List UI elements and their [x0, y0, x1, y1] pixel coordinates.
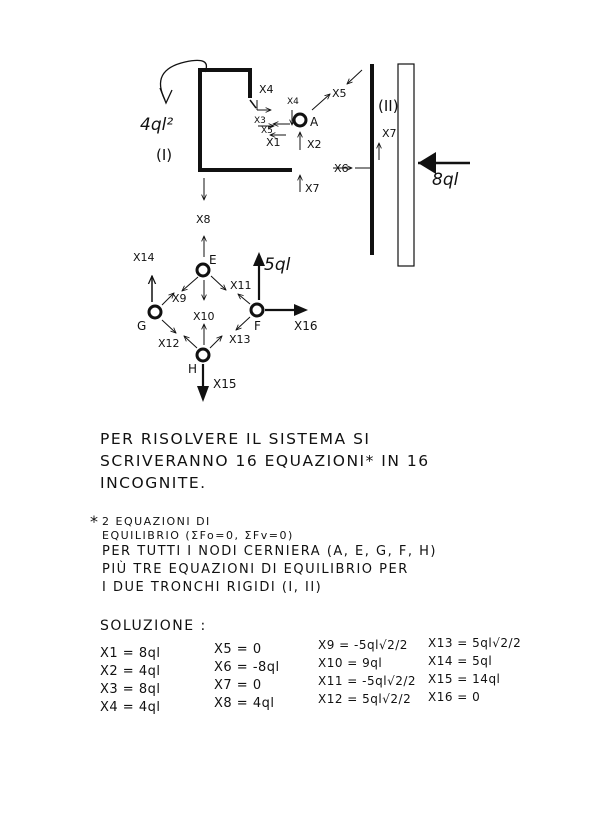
solution-item: X5 = 0: [214, 642, 262, 657]
footnote-star: *: [90, 512, 100, 531]
solution-item: X1 = 8ql: [100, 646, 161, 661]
trunk-II-label: (II): [378, 97, 399, 115]
unknown-label: X10: [193, 310, 215, 323]
solution-item: X8 = 4ql: [214, 696, 275, 711]
solution-item: X4 = 4ql: [100, 700, 161, 715]
solution-item: X15 = 14ql: [428, 672, 501, 686]
trunk-I-label: (I): [156, 146, 173, 164]
footnote-line: EQUILIBRIO (ΣFo=0, ΣFv=0): [102, 529, 294, 542]
solution-title: SOLUZIONE :: [100, 618, 207, 634]
force-x15-label: X15: [213, 377, 237, 391]
solution-item: X11 = -5ql√2/2: [318, 674, 417, 688]
node-A-label: A: [310, 115, 319, 129]
solution-item: X10 = 9ql: [318, 656, 383, 670]
unknown-label: X8: [196, 213, 211, 226]
problem-line: PER RISOLVERE IL SISTEMA SI: [100, 430, 371, 448]
unknown-label: X4: [287, 97, 299, 107]
node-G-label: G: [137, 319, 147, 333]
problem-statement: [100, 428, 430, 494]
solution-item: X12 = 5ql√2/2: [318, 692, 412, 706]
footnote-line: 2 EQUAZIONI DI: [102, 515, 211, 528]
solution-item: X14 = 5ql: [428, 654, 493, 668]
unknown-label: X12: [158, 337, 180, 350]
problem-line: INCOGNITE.: [100, 474, 207, 492]
solution-item: X9 = -5ql√2/2: [318, 638, 408, 652]
unknown-label: X13: [229, 333, 251, 346]
solution-item: X7 = 0: [214, 678, 262, 693]
footnote: [90, 512, 437, 597]
unknown-label: X6: [334, 162, 349, 175]
unknown-label: X1: [266, 136, 281, 149]
footnote-line: PER TUTTI I NODI CERNIERA (A, E, G, F, H): [102, 544, 437, 559]
unknown-label: X7: [305, 182, 320, 195]
node-F-label: F: [254, 319, 261, 333]
force-x16-label: X16: [294, 319, 318, 333]
solution-item: X16 = 0: [428, 690, 481, 704]
trunk-II: [372, 64, 414, 266]
unknown-label: X11: [230, 279, 252, 292]
footnote-line: I DUE TRONCHI RIGIDI (I, II): [102, 580, 323, 595]
moment-label: 4ql²: [140, 115, 174, 135]
node-E-label: E: [209, 253, 217, 267]
unknown-label: X5: [332, 87, 347, 100]
solution-item: X13 = 5ql√2/2: [428, 636, 522, 650]
unknown-label: X7: [382, 127, 397, 140]
unknown-label: X4: [259, 83, 274, 96]
unknown-label: X9: [172, 292, 187, 305]
node-E: [182, 264, 226, 300]
unknown-label: X14: [133, 251, 155, 264]
unknown-label: X5: [261, 126, 273, 136]
solution-item: X2 = 4ql: [100, 664, 161, 679]
solution-item: X3 = 8ql: [100, 682, 161, 697]
force-8ql-label: 8ql: [432, 170, 459, 190]
trunk-I: [200, 70, 292, 170]
footnote-line: PIÙ TRE EQUAZIONI DI EQUILIBRIO PER: [102, 562, 409, 577]
unknown-label: X2: [307, 138, 322, 151]
unknown-label: X3: [254, 116, 266, 126]
problem-line: SCRIVERANNO 16 EQUAZIONI* IN 16: [100, 452, 430, 470]
node-H-label: H: [188, 362, 198, 376]
force-5ql-label: 5ql: [264, 255, 291, 275]
solution-item: X6 = -8ql: [214, 660, 280, 675]
